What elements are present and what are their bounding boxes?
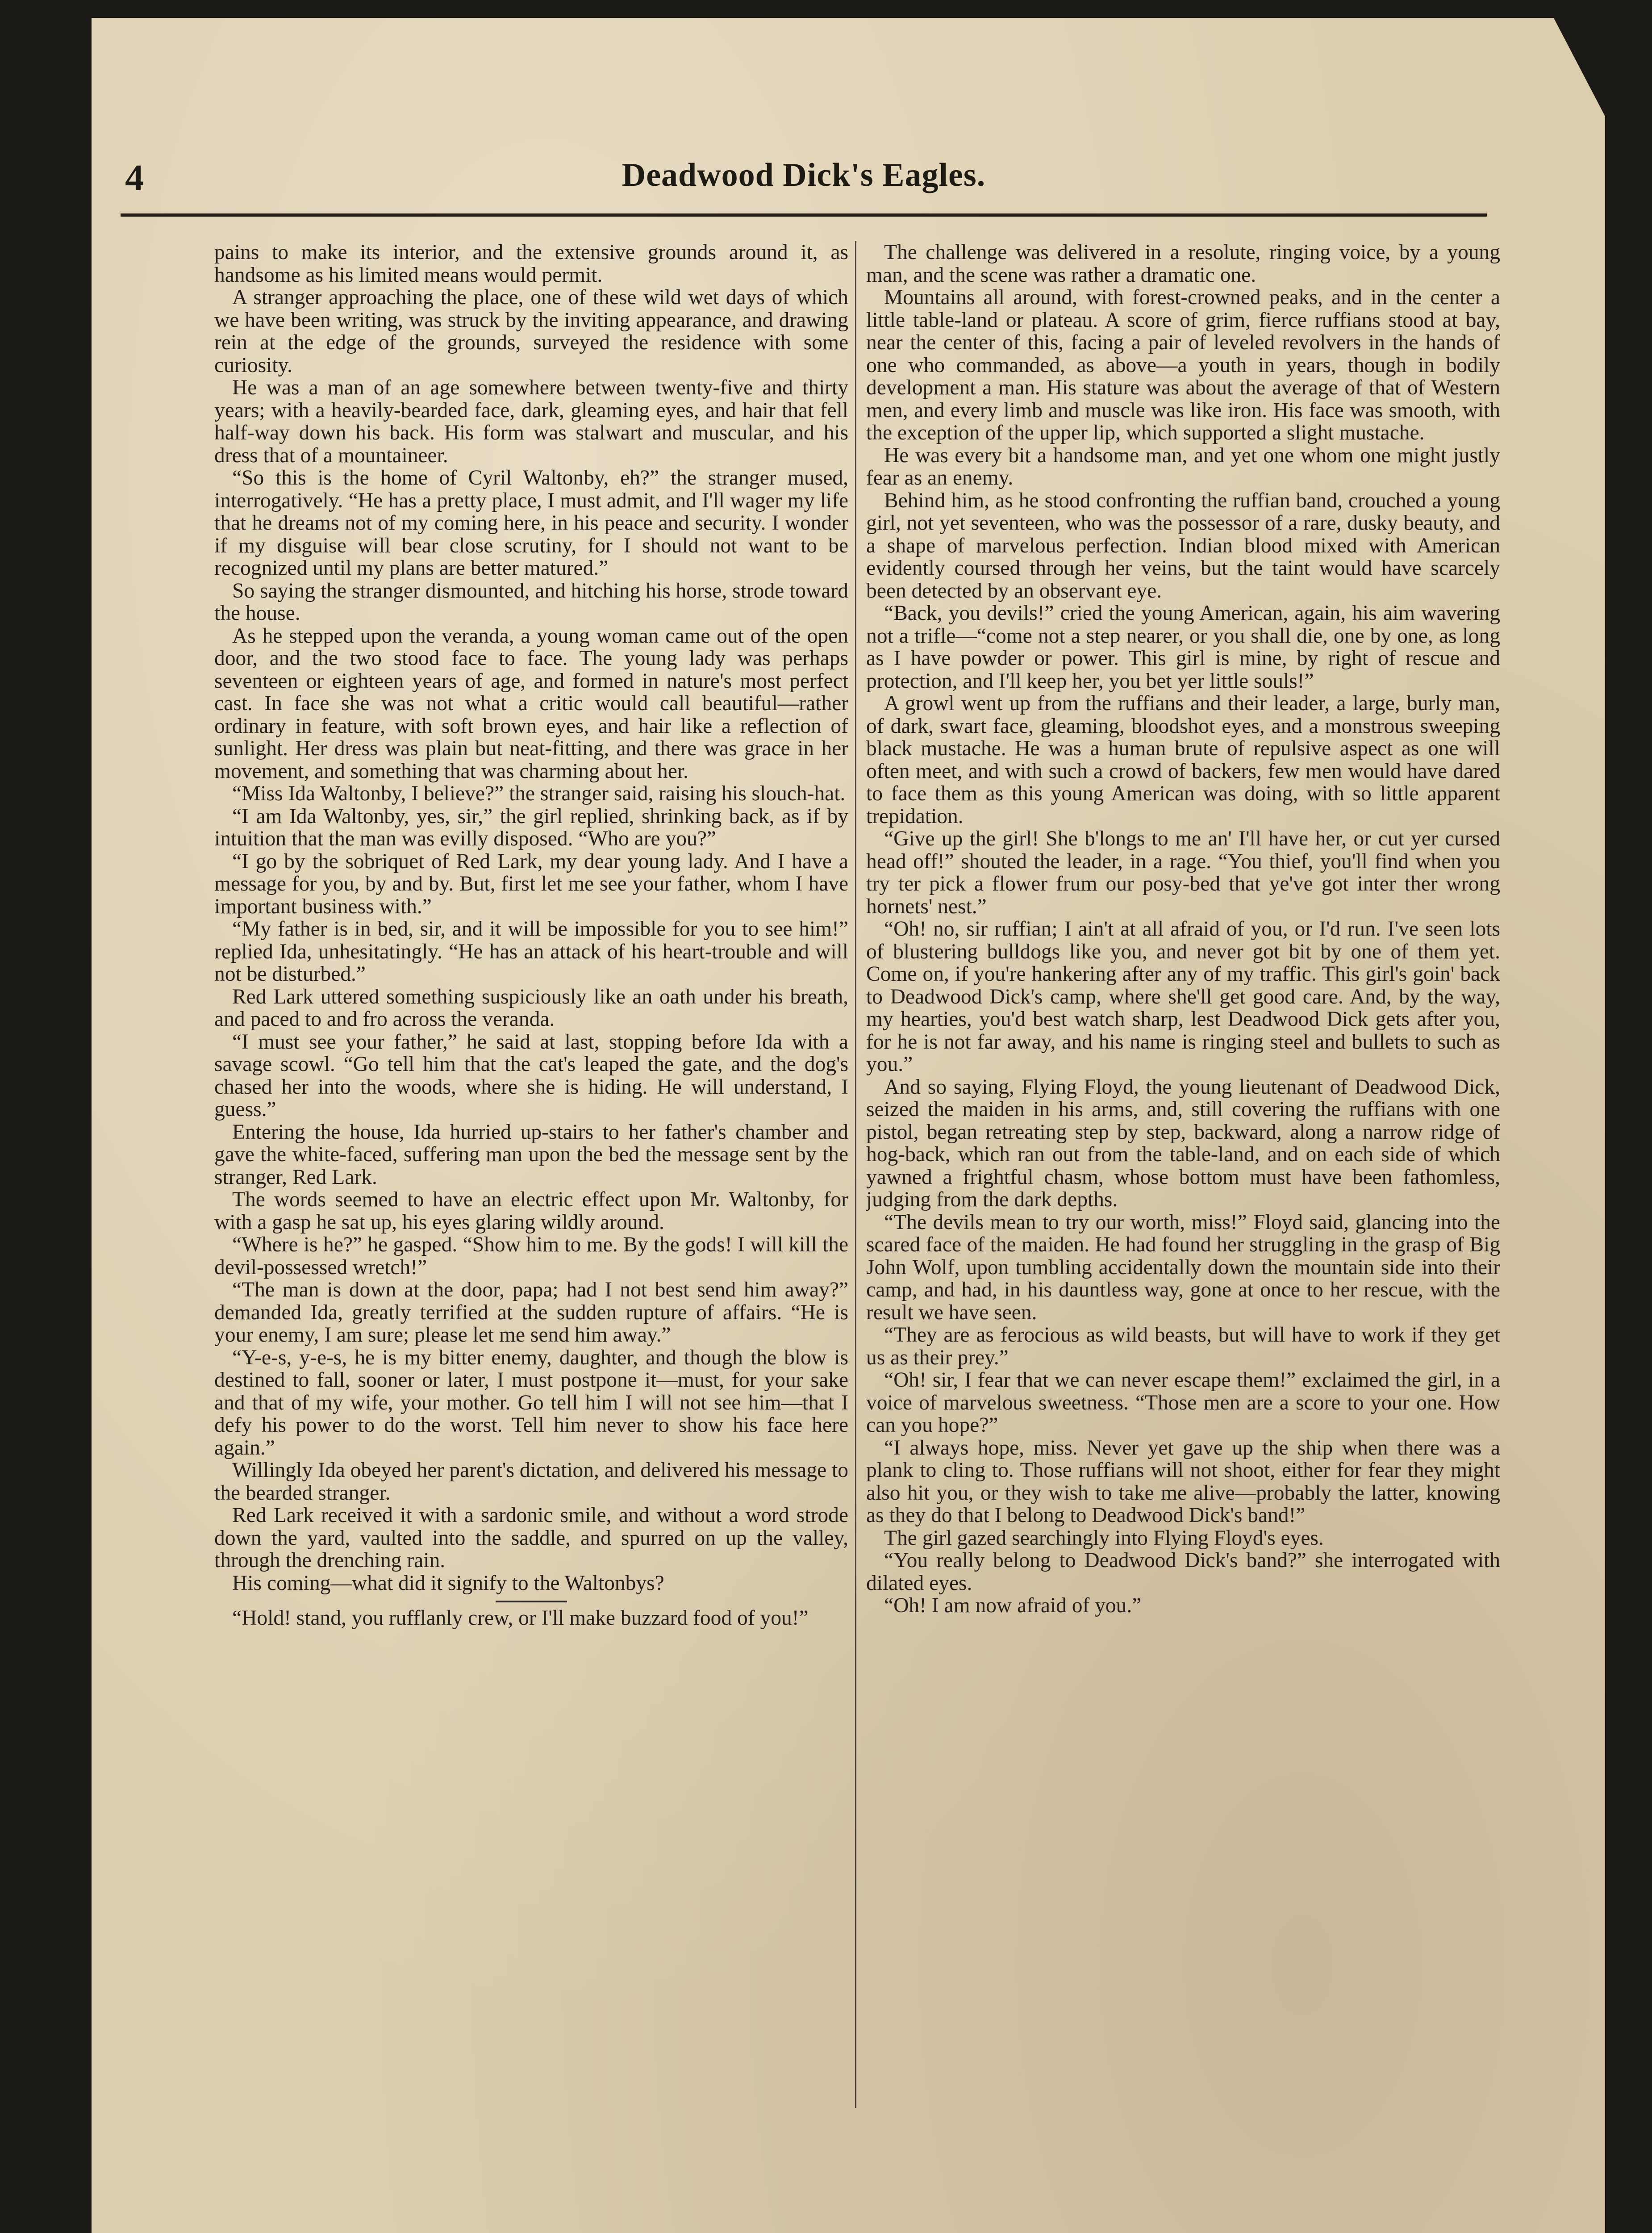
paragraph: So saying the stranger dismounted, and hitching his horse, strode toward the house. xyxy=(214,579,848,625)
paragraph: Behind him, as he stood confronting the ruffian band, crouched a young girl, not yet seventeen, who was the possessor of a rare, dusky beauty, and a shape of marvelous perfection. Indian blood mixed with American evidently coursed through her veins, but the taint would have scarcely been detected by an observant eye. xyxy=(866,489,1500,602)
paragraph: He was a man of an age somewhere between twenty-five and thirty years; with a heavily-bearded face, dark, gleaming eyes, and hair that fell half-way down his back. His form was stalwart and muscular, and his dress that of a mountaineer. xyxy=(214,376,848,467)
paragraph: The girl gazed searchingly into Flying Floyd's eyes. xyxy=(884,1526,1324,1550)
paragraph: “Oh! sir, I fear that we can never escape them!” exclaimed the girl, in a voice of marvelous sweetness. “Those men are a score to your one. How can you hope?” xyxy=(866,1368,1500,1437)
paragraph: “I must see your father,” he said at last, stopping before Ida with a savage scowl. “Go tell him that the cat's leaped the gate, and the dog's chased her into the woods, where she is hiding. He will understand, I guess.” xyxy=(214,1030,848,1121)
paragraph: “Back, you devils!” cried the young American, again, his aim wavering not a trifle—“come not a step nearer, or you shall die, one by one, as long as I have powder or power. This girl is mine, by right of rescue and protection, and I'll keep her, you bet yer little souls!” xyxy=(866,602,1500,693)
paragraph: “The devils mean to try our worth, miss!” Floyd said, glancing into the scared face of the maiden. He had found her struggling in the grasp of Big John Wolf, upon tumbling accidentally down the mountain side into their camp, and had, in his dauntless way, gone at once to her rescue, with the result we have seen. xyxy=(866,1210,1500,1324)
paragraph: “I am Ida Waltonby, yes, sir,” the girl replied, shrinking back, as if by intuition that the man was evilly disposed. “Who are you?” xyxy=(214,804,848,850)
paragraph: Red Lark received it with a sardonic smile, and without a word strode down the yard, vaulted into the saddle, and spurred on up the valley, through the drenching rain. xyxy=(214,1504,848,1572)
paragraph: He was every bit a handsome man, and yet one whom one might justly fear as an enemy. xyxy=(866,443,1500,489)
page-number: 4 xyxy=(125,157,144,199)
running-title: Deadwood Dick's Eagles. xyxy=(622,157,986,193)
paragraph: As he stepped upon the veranda, a young woman came out of the open door, and the two stood face to face. The young lady was perhaps seventeen or eighteen years of age, and formed in nature's most perfect cast. In face she was not what a critic would call beautiful—rather ordinary in feature, with soft brown eyes, and hair like a reflection of sunlight. Her dress was plain but neat-fitting, and there was grace in her movement, and something that was charming about her. xyxy=(214,624,848,783)
paragraph: The words seemed to have an electric effect upon Mr. Waltonby, for with a gasp he sat up, his eyes glaring wildly around. xyxy=(214,1188,848,1234)
paragraph: Entering the house, Ida hurried up-stairs to her father's chamber and gave the white-faced, suffering man upon the bed the message sent by the stranger, Red Lark. xyxy=(214,1120,848,1189)
paragraph: “Y-e-s, y-e-s, he is my bitter enemy, daughter, and though the blow is destined to fall, sooner or later, I must postpone it—must, for your sake and that of my wife, your mother. Go tell him I will not see him—that I defy his power to do the worst. Tell him never to show his face here again.” xyxy=(214,1346,848,1459)
paragraph: And so saying, Flying Floyd, the young lieutenant of Deadwood Dick, seized the maiden in his arms, and, still covering the ruffians with one pistol, began retreating step by step, backward, along a narrow ridge of hog-back, which ran out from the table-land, and on each side of which yawned a frightful chasm, whose bottom must have been fathomless, judging from the dark depths. xyxy=(866,1075,1500,1211)
paragraph: Willingly Ida obeyed her parent's dictation, and delivered his message to the bearded stranger. xyxy=(214,1459,848,1505)
paragraph: “Miss Ida Waltonby, I believe?” the stranger said, raising his slouch-hat. xyxy=(232,782,846,805)
paragraph: “They are as ferocious as wild beasts, but will have to work if they get us as their prey.” xyxy=(866,1323,1500,1369)
paragraph: “You really belong to Deadwood Dick's band?” she interrogated with dilated eyes. xyxy=(866,1549,1500,1595)
column-divider xyxy=(855,241,856,2108)
section-divider xyxy=(496,1601,567,1602)
page-header xyxy=(125,156,1482,214)
paragraph: “I go by the sobriquet of Red Lark, my dear young lady. And I have a message for you, by and by. But, first let me see your father, whom I have important business with.” xyxy=(214,849,848,918)
paragraph: “Oh! no, sir ruffian; I ain't at all afraid of you, or I'd run. I've seen lots of blustering bulldogs like you, and never got bit by one of them yet. Come on, if you're hankering after any of my traffic. This girl's goin' back to Deadwood Dick's camp, where she'll get good care. And, by the way, my hearties, you'd best watch sharp, lest Deadwood Dick gets after you, for he is not far away, and his name is ringing steel and bullets to such as you.” xyxy=(866,917,1500,1076)
paragraph: His coming—what did it signify to the Waltonbys? xyxy=(232,1571,664,1595)
paragraph: “My father is in bed, sir, and it will be impossible for you to see him!” replied Ida, unhesitatingly. “He has an attack of his heart-trouble and will not be disturbed.” xyxy=(214,917,848,986)
left-column xyxy=(214,241,848,2117)
header-rule xyxy=(121,213,1487,217)
paragraph: “Where is he?” he gasped. “Show him to me. By the gods! I will kill the devil-possessed wretch!” xyxy=(214,1233,848,1279)
paragraph: “Oh! I am now afraid of you.” xyxy=(884,1594,1142,1617)
paragraph: A stranger approaching the place, one of these wild wet days of which we have been writing, was struck by the inviting appearance, and drawing rein at the edge of the grounds, surveyed the residence with some curiosity. xyxy=(214,286,848,377)
paragraph: “Give up the girl! She b'longs to me an' I'll have her, or cut yer cursed head off!” shouted the leader, in a rage. “You thief, you'll find when you try ter pick a flower frum our posy-bed that ye've got inter ther wrong hornets' nest.” xyxy=(866,827,1500,918)
paragraph: The challenge was delivered in a resolute, ringing voice, by a young man, and the scene was rather a dramatic one. xyxy=(866,241,1500,287)
paragraph: Mountains all around, with forest-crowned peaks, and in the center a little table-land or plateau. A score of grim, fierce ruffians stood at bay, near the center of this, facing a pair of leveled revolvers in the hands of one who commanded, as above—a youth in years, though in bodily development a man. His stature was about the average of that of Western men, and every limb and muscle was like iron. His face was smooth, with the exception of the upper lip, which supported a slight mustache. xyxy=(866,286,1500,444)
paragraph: Red Lark uttered something suspiciously like an oath under his breath, and paced to and fro across the veranda. xyxy=(214,985,848,1031)
paragraph: “Hold! stand, you rufflanly crew, or I'll make buzzard food of you!” xyxy=(232,1606,809,1630)
paragraph: “The man is down at the door, papa; had I not best send him away?” demanded Ida, greatly terrified at the sudden rupture of affairs. “He is your enemy, I am sure; please let me send him away.” xyxy=(214,1278,848,1346)
paragraph: A growl went up from the ruffians and their leader, a large, burly man, of dark, swart face, gleaming, bloodshot eyes, and a monstrous sweeping black mustache. He was a human brute of repulsive aspect as one will often meet, and with such a crowd of backers, few men would have dared to face them as this young American was doing, with so little apparent trepidation. xyxy=(866,692,1500,828)
right-column xyxy=(866,241,1500,2117)
paragraph: “So this is the home of Cyril Waltonby, eh?” the stranger mused, interrogatively. “He has a pretty place, I must admit, and I'll wager my life that he dreams not of my coming here, in his peace and security. I wonder if my disguise will bear close scrutiny, for I should not want to be recognized until my plans are better matured.” xyxy=(214,466,848,580)
paragraph: pains to make its interior, and the extensive grounds around it, as handsome as his limited means would permit. xyxy=(214,241,848,287)
paragraph: “I always hope, miss. Never yet gave up the ship when there was a plank to cling to. Those ruffians will not shoot, either for fear they might also hit you, or they wish to take me alive—probably the latter, knowing as they do that I belong to Deadwood Dick's band!” xyxy=(866,1436,1500,1527)
